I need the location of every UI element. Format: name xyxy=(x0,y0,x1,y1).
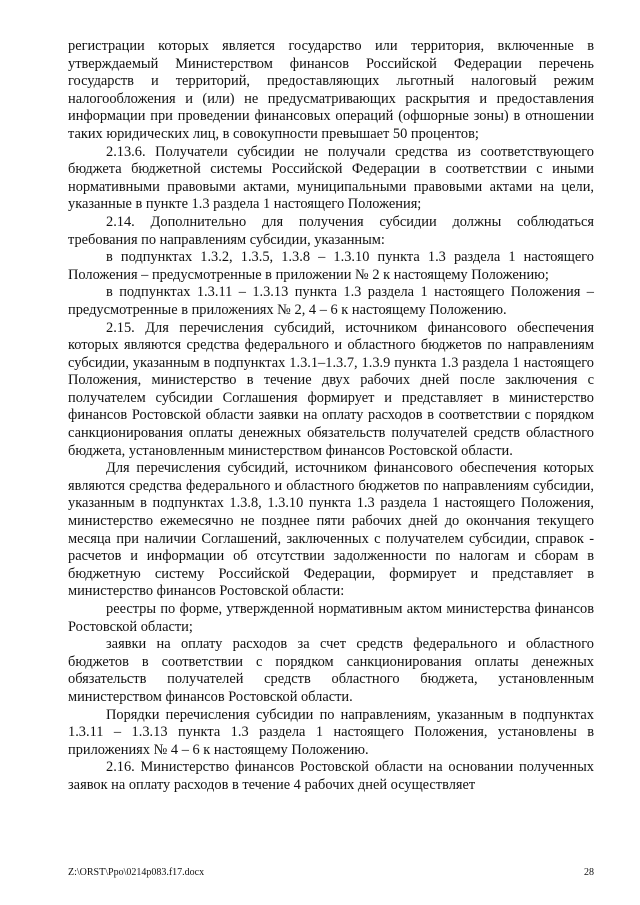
paragraph-2-16: 2.16. Министерство финансов Ростовской области на основании полученных заявок на оплату расходов в течение 4 рабочих дней осуществляет xyxy=(68,759,594,793)
paragraph-2-13-6: 2.13.6. Получатели субсидии не получали средства из соответствующего бюджета бюджетной системы Российской Федерации в соответствии с иными нормативными правовыми актами, муниципальными правовыми актами на цели, указанные в пункте 1.3 раздела 1 настоящего Положения; xyxy=(68,143,594,213)
paragraph-transfer-procedures: Порядки перечисления субсидии по направлениям, указанным в подпунктах 1.3.11 – 1.3.13 пункта 1.3 раздела 1 настоящего Положения, установлены в приложениях № 4 – 6 к настоящему Положению. xyxy=(68,706,594,758)
paragraph-2-14-item-2: в подпунктах 1.3.11 – 1.3.13 пункта 1.3 раздела 1 настоящего Положения – предусмотренные в приложениях № 2, 4 – 6 к настоящему Положению. xyxy=(68,284,594,318)
page-number: 28 xyxy=(584,867,594,878)
paragraph-registers: реестры по форме, утвержденной нормативным актом министерства финансов Ростовской области; xyxy=(68,601,594,635)
paragraph-2-14-item-1: в подпунктах 1.3.2, 1.3.5, 1.3.8 – 1.3.10 пункта 1.3 раздела 1 настоящего Положения – предусмотренные в приложении № 2 к настоящему Положению; xyxy=(68,249,594,283)
paragraph-offshore-continuation: регистрации которых является государство или территория, включенные в утверждаемый Министерством финансов Российской Федерации перечень государств и территорий, предоставляющих льготный налоговый режим налогообложения и (или) не предусматривающих раскрытия и предоставления информации при проведении финансовых операций (офшорные зоны) в отношении таких юридических лиц, в совокупности превышает 50 процентов; xyxy=(68,38,594,142)
footer-file-path: Z:\ORST\Ppo\0214p083.f17.docx xyxy=(68,867,205,878)
paragraph-2-15: 2.15. Для перечисления субсидий, источником финансового обеспечения которых являются средства федерального и областного бюджетов по направлениям субсидии, указанным в подпунктах 1.3.1–1.3.7, 1.3.9 пункта 1.3 раздела 1 настоящего Положения, министерство в течение двух рабочих дней после заключения с получателем субсидии Соглашения формирует и представляет в министерство финансов Ростовской области заявки на оплату расходов в соответствии с порядком санкционирования оплаты денежных обязательств получателей средств областного бюджета, установленным министерством финансов Ростовской области. xyxy=(68,319,594,459)
page-footer xyxy=(68,866,594,880)
paragraph-2-14: 2.14. Дополнительно для получения субсидии должны соблюдаться требования по направлениям субсидии, указанным: xyxy=(68,213,594,248)
document-body xyxy=(68,38,594,795)
paragraph-2-15-monthly: Для перечисления субсидий, источником финансового обеспечения которых являются средства федерального и областного бюджетов по направлениям субсидии, указанным в подпунктах 1.3.8, 1.3.10 пункта 1.3 раздела 1 настоящего Положения, министерство ежемесячно не позднее пяти рабочих дней до окончания текущего месяца при наличии Соглашений, заключенных с получателем субсидии, справок - расчетов и информации об отсутствии задолженности по налогам и сборам в бюджетную систему Российской Федерации, формирует и представляет в министерство финансов Ростовской области: xyxy=(68,460,594,600)
paragraph-payment-requests: заявки на оплату расходов за счет средств федерального и областного бюджетов в соответствии с порядком санкционирования оплаты денежных обязательств получателей средств областного бюджета, установленным министерством финансов Ростовской области. xyxy=(68,636,594,705)
